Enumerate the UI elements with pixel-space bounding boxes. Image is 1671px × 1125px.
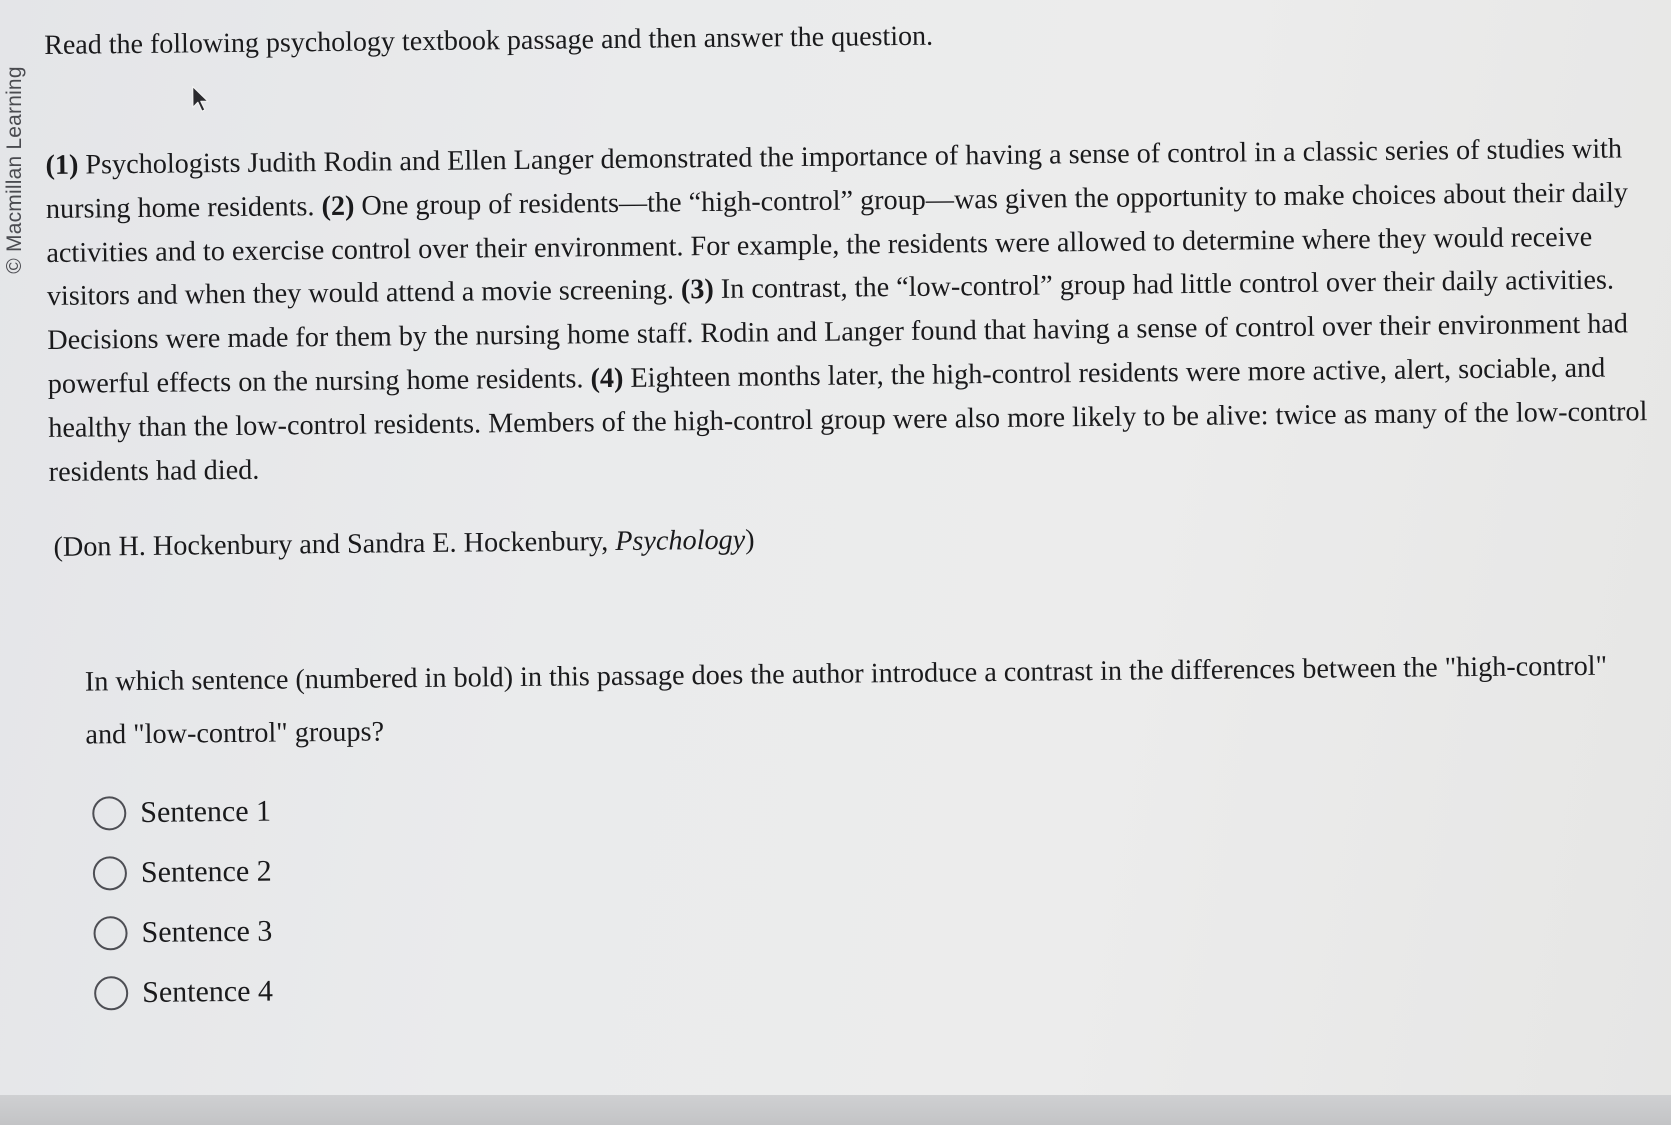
sentence-number-1: (1) bbox=[45, 149, 79, 181]
question-prompt: In which sentence (numbered in bold) in this passage does the author introduce a contrast in the differences between the "high-control" and "low-control" groups? bbox=[84, 650, 1608, 751]
radio-button-icon[interactable] bbox=[92, 796, 126, 830]
option-label: Sentence 4 bbox=[141, 974, 274, 1009]
citation-title: Psychology bbox=[615, 524, 746, 558]
citation bbox=[53, 525, 754, 564]
option-sentence-3[interactable] bbox=[93, 910, 272, 956]
option-sentence-2[interactable] bbox=[93, 850, 272, 896]
option-sentence-4[interactable] bbox=[94, 970, 273, 1016]
radio-button-icon[interactable] bbox=[93, 916, 127, 950]
option-label: Sentence 2 bbox=[140, 854, 272, 889]
radio-button-icon[interactable] bbox=[93, 856, 127, 890]
screen-bottom-edge bbox=[0, 1095, 1671, 1125]
option-sentence-1[interactable] bbox=[92, 790, 271, 836]
radio-button-icon[interactable] bbox=[94, 976, 128, 1010]
citation-authors: (Don H. Hockenbury and Sandra E. Hockenbury, bbox=[53, 526, 616, 563]
sentence-1: Psychologists Judith Rodin and Ellen Langer demonstrated the importance of having a sense of control in a classic series of studies with nursing home residents. bbox=[45, 133, 1623, 225]
sentence-number-2: (2) bbox=[321, 190, 355, 222]
copyright-watermark bbox=[0, 45, 30, 295]
mouse-pointer-icon bbox=[191, 85, 209, 113]
sentence-2: One group of residents—the “high-control” group—was given the opportunity to make choices about their daily activities and to exercise control over their environment. For example, the residents were allowed to determine where they would receive visitors and when they would attend a movie screening. bbox=[46, 177, 1629, 313]
sentence-4: Eighteen months later, the high-control residents were more active, alert, sociable, and healthy than the low-control residents. Members of the high-control group were also more likely to be alive: twice as many of the low-control residents had died. bbox=[48, 352, 1648, 488]
citation-close: ) bbox=[745, 524, 755, 556]
instruction-text: Read the following psychology textbook passage and then answer the question. bbox=[44, 20, 934, 61]
passage bbox=[45, 127, 1649, 494]
watermark-text: © Macmillan Learning bbox=[3, 66, 26, 274]
sentence-number-4: (4) bbox=[590, 362, 624, 395]
option-label: Sentence 1 bbox=[140, 794, 272, 829]
sentence-3: In contrast, the “low-control” group had little control over their daily activities. Decisions were made for them by the nursing home staff. Rodin and Langer found that having a sense of control over their environment had powerful effects on the nursing home residents. bbox=[47, 264, 1629, 400]
question-content bbox=[40, 5, 1660, 1009]
option-label: Sentence 3 bbox=[141, 914, 273, 949]
sentence-number-3: (3) bbox=[680, 274, 714, 306]
